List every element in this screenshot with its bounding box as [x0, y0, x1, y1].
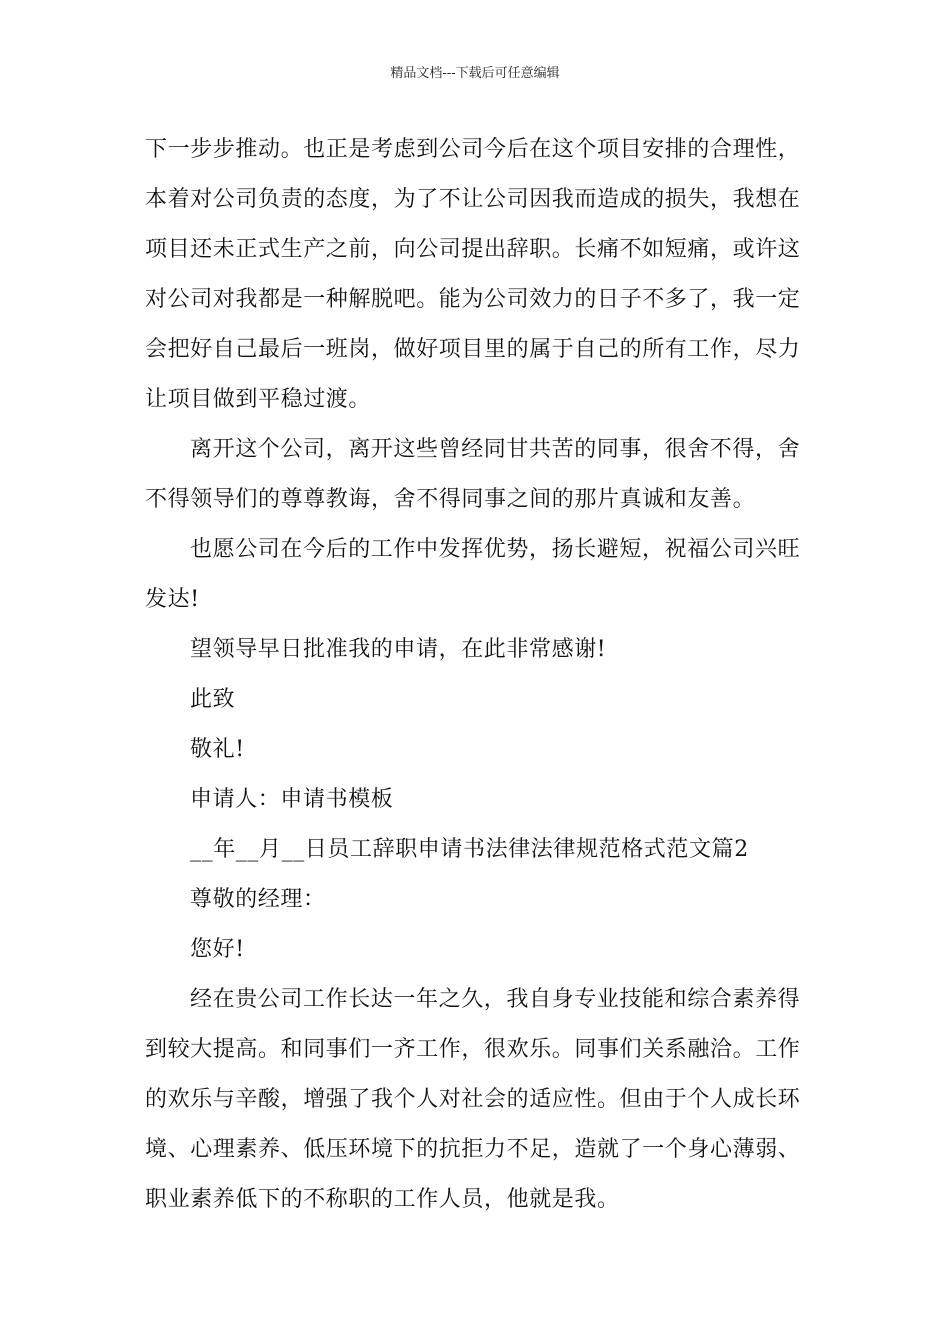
- greeting: 您好!: [190, 937, 245, 962]
- text-line: 让项目做到平稳过渡。: [145, 387, 372, 412]
- text-line: 下一步步推动。也正是考虑到公司今后在这个项目安排的合理性，: [145, 137, 801, 162]
- section-title: __年__月__日员工辞职申请书法律法律规范格式范文篇2: [190, 837, 749, 862]
- text-line: 职业素养低下的不称职的工作人员，他就是我。: [145, 1187, 620, 1212]
- page-header: 精品文档---下载后可任意编辑: [390, 66, 560, 81]
- closing-regards: 敬礼!: [190, 737, 245, 762]
- text-line: 经在贵公司工作长达一年之久，我自身专业技能和综合素养得: [190, 987, 801, 1012]
- text-line: 本着对公司负责的态度，为了不让公司因我而造成的损失，我想在: [145, 187, 801, 212]
- text-line: 不得领导们的尊尊教诲，舍不得同事之间的那片真诚和友善。: [145, 487, 756, 512]
- text-line: 的欢乐与辛酸，增强了我个人对社会的适应性。但由于个人成长环: [145, 1087, 801, 1112]
- applicant-line: 申请人：申请书模板: [190, 787, 394, 812]
- text-line: 会把好自己最后一班岗，做好项目里的属于自己的所有工作，尽力: [145, 337, 801, 362]
- text-line: 对公司对我都是一种解脱吧。能为公司效力的日子不多了，我一定: [145, 287, 801, 312]
- greeting-recipient: 尊敬的经理：: [190, 887, 326, 912]
- closing-salutation: 此致: [190, 687, 236, 712]
- text-line: 发达!: [145, 587, 200, 612]
- text-line: 也愿公司在今后的工作中发挥优势，扬长避短，祝福公司兴旺: [190, 537, 801, 562]
- text-line: 望领导早日批准我的申请，在此非常感谢!: [190, 637, 607, 662]
- text-line: 项目还未正式生产之前，向公司提出辞职。长痛不如短痛，或许这: [145, 237, 801, 262]
- text-line: 离开这个公司，离开这些曾经同甘共苦的同事，很舍不得，舍: [190, 437, 801, 462]
- text-line: 境、心理素养、低压环境下的抗拒力不足，造就了一个身心薄弱、: [145, 1137, 801, 1162]
- text-line: 到较大提高。和同事们一齐工作，很欢乐。同事们关系融洽。工作: [145, 1037, 801, 1062]
